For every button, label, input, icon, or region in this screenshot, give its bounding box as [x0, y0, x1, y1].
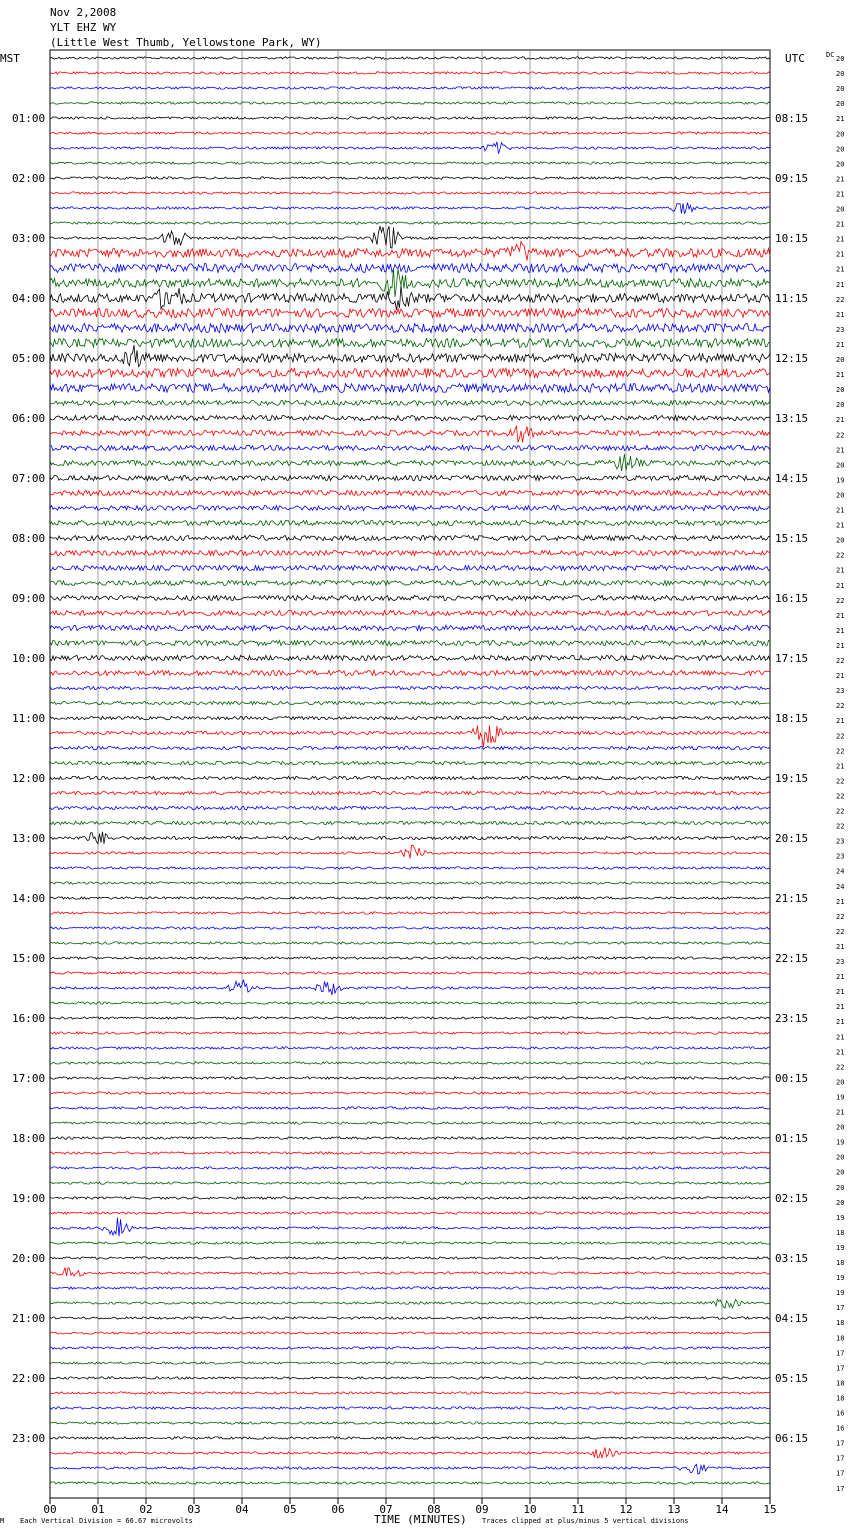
trace-48 — [50, 776, 770, 779]
dc-offset-label: 19 — [836, 1243, 845, 1252]
dc-offset-label: 20 — [836, 401, 845, 410]
trace-67 — [50, 1062, 770, 1064]
dc-offset-label: 18 — [836, 1379, 845, 1388]
dc-offset-label: 22 — [836, 927, 845, 936]
trace-64 — [50, 1017, 770, 1019]
dc-offset-label: 20 — [836, 1183, 845, 1192]
trace-38 — [50, 625, 770, 630]
trace-37 — [50, 610, 770, 615]
dc-offset-label: 20 — [836, 356, 845, 364]
trace-75 — [50, 1182, 770, 1184]
trace-8 — [50, 177, 770, 179]
dc-offset-label: 22 — [836, 822, 845, 831]
dc-offset-label: 18 — [836, 1259, 845, 1267]
trace-47 — [50, 761, 770, 764]
left-timezone-label: MST — [0, 52, 20, 65]
trace-23 — [50, 400, 770, 405]
trace-83 — [50, 1299, 770, 1308]
trace-11 — [50, 222, 770, 224]
trace-18 — [50, 324, 770, 333]
dc-offset-label: 21 — [836, 988, 845, 997]
trace-9 — [50, 192, 770, 194]
right-hour-label: 13:15 — [775, 412, 809, 425]
left-hour-label: 09:00 — [12, 592, 46, 605]
dc-offset-label: 20 — [836, 1123, 845, 1132]
dc-offset-label: 19 — [836, 1138, 845, 1147]
dc-offset-label: 21 — [836, 897, 845, 906]
left-hour-label: 12:00 — [12, 772, 46, 785]
trace-49 — [50, 791, 770, 794]
trace-74 — [50, 1167, 770, 1169]
dc-offset-label: 17 — [836, 1349, 845, 1358]
left-hour-label: 06:00 — [12, 412, 46, 425]
dc-offset-label: 20 — [836, 536, 845, 545]
trace-77 — [50, 1212, 770, 1214]
dc-offset-label: 16 — [836, 1424, 845, 1433]
dc-offset-label: 19 — [836, 1213, 845, 1222]
trace-71 — [50, 1122, 770, 1124]
dc-offset-label: 24 — [836, 882, 845, 891]
trace-82 — [50, 1287, 770, 1289]
right-hour-label: 05:15 — [775, 1372, 809, 1385]
trace-22 — [50, 384, 770, 393]
left-hour-label: 05:00 — [12, 352, 46, 365]
dc-offset-labels — [836, 55, 844, 1493]
trace-34 — [50, 565, 770, 570]
trace-50 — [50, 806, 770, 809]
dc-offset-label: 21 — [836, 250, 845, 259]
dc-offset-label: 23 — [836, 837, 845, 846]
dc-offset-label: 20 — [836, 491, 845, 500]
dc-offset-label: 21 — [836, 340, 845, 349]
trace-44 — [50, 716, 770, 719]
dc-offset-label: 21 — [836, 521, 845, 530]
dc-offset-label: 21 — [836, 641, 845, 650]
trace-17 — [50, 309, 770, 318]
dc-offset-label: 22 — [836, 777, 845, 786]
trace-81 — [50, 1268, 770, 1277]
left-hour-label: 01:00 — [12, 112, 46, 125]
right-hour-label: 19:15 — [775, 772, 809, 785]
dc-offset-label: 21 — [836, 611, 845, 620]
left-hour-label: 08:00 — [12, 532, 46, 545]
left-hour-label: 10:00 — [12, 652, 46, 665]
dc-offset-label: 21 — [836, 115, 845, 124]
trace-7 — [50, 162, 770, 164]
dc-offset-label: 17 — [836, 1364, 845, 1373]
trace-33 — [50, 550, 770, 555]
dc-offset-label: 20 — [836, 85, 845, 94]
dc-offset-label: 20 — [836, 100, 845, 109]
dc-offset-label: 19 — [836, 476, 845, 485]
trace-46 — [50, 746, 770, 749]
right-hour-label: 02:15 — [775, 1192, 809, 1205]
trace-20 — [50, 345, 770, 367]
dc-offset-label: 17 — [836, 1484, 845, 1493]
left-hour-label: 22:00 — [12, 1372, 46, 1385]
dc-offset-label: 22 — [836, 807, 845, 816]
dc-offset-label: 20 — [836, 1168, 845, 1177]
trace-15 — [50, 269, 770, 297]
dc-offset-label: 24 — [836, 867, 845, 876]
dc-offset-label: 21 — [836, 1048, 845, 1057]
dc-offset-label: 20 — [836, 205, 845, 214]
left-hour-label: 02:00 — [12, 172, 46, 185]
header-location: (Little West Thumb, Yellowstone Park, WY) — [50, 36, 322, 49]
dc-offset-label: 21 — [836, 416, 845, 425]
dc-offset-label: 20 — [836, 55, 845, 63]
right-timezone-label: UTC — [785, 52, 805, 65]
trace-57 — [50, 912, 770, 914]
x-tick-label-00: 00 — [43, 1503, 57, 1516]
x-tick-label-03: 03 — [187, 1503, 201, 1516]
left-hour-label: 18:00 — [12, 1132, 46, 1145]
dc-offset-label: 21 — [836, 1033, 845, 1042]
left-hour-label: 20:00 — [12, 1252, 46, 1265]
left-hour-labels — [12, 112, 45, 1445]
right-hour-label: 18:15 — [775, 712, 809, 725]
dc-offset-label: 21 — [836, 1018, 845, 1027]
trace-59 — [50, 942, 770, 944]
dc-offset-label: 20 — [836, 386, 845, 395]
dc-offset-label: 17 — [836, 1439, 845, 1448]
x-tick-label-11: 11 — [571, 1503, 585, 1516]
trace-62 — [50, 980, 770, 995]
dc-offset-label: 22 — [836, 1063, 845, 1072]
right-hour-label: 06:15 — [775, 1432, 809, 1445]
dc-offset-label: 21 — [836, 220, 845, 229]
trace-13 — [50, 242, 770, 261]
trace-31 — [50, 520, 770, 525]
trace-61 — [50, 972, 770, 974]
right-hour-label: 04:15 — [775, 1312, 809, 1325]
trace-70 — [50, 1107, 770, 1109]
right-hour-label: 08:15 — [775, 112, 809, 125]
dc-offset-label: 21 — [836, 942, 845, 951]
trace-27 — [50, 454, 770, 471]
right-hour-label: 15:15 — [775, 532, 809, 545]
x-tick-label-10: 10 — [523, 1503, 537, 1516]
dc-offset-label: 21 — [836, 280, 845, 289]
trace-69 — [50, 1092, 770, 1094]
dc-offset-label: 17 — [836, 1469, 845, 1478]
trace-36 — [50, 595, 770, 600]
x-tick-label-06: 06 — [331, 1503, 345, 1516]
dc-offset-label: 21 — [836, 175, 845, 184]
dc-offset-label: 21 — [836, 1003, 845, 1012]
left-hour-label: 07:00 — [12, 472, 46, 485]
dc-offset-label: 22 — [836, 747, 845, 756]
left-hour-label: 16:00 — [12, 1012, 46, 1025]
dc-offset-label: 22 — [836, 702, 845, 711]
trace-6 — [50, 142, 770, 154]
right-hour-label: 17:15 — [775, 652, 809, 665]
left-hour-label: 14:00 — [12, 892, 46, 905]
dc-offset-label: 17 — [836, 1304, 845, 1313]
trace-14 — [50, 264, 770, 273]
trace-56 — [50, 897, 770, 899]
x-tick-label-13: 13 — [667, 1503, 681, 1516]
right-hour-label: 00:15 — [775, 1072, 809, 1085]
left-hour-label: 04:00 — [12, 292, 46, 305]
x-tick-label-04: 04 — [235, 1503, 249, 1516]
right-hour-label: 03:15 — [775, 1252, 809, 1265]
plot-frame — [50, 50, 770, 1498]
dc-offset-label: 21 — [836, 190, 845, 199]
trace-93 — [50, 1448, 770, 1458]
dc-offset-label: 21 — [836, 566, 845, 575]
x-tick-label-05: 05 — [283, 1503, 297, 1516]
dc-offset-label: 22 — [836, 732, 845, 741]
trace-25 — [50, 426, 770, 442]
minute-gridlines — [98, 50, 722, 1498]
left-hour-label: 11:00 — [12, 712, 46, 725]
left-hour-label: 17:00 — [12, 1072, 46, 1085]
trace-51 — [50, 821, 770, 824]
left-hour-label: 15:00 — [12, 952, 46, 965]
dc-offset-label: 19 — [836, 1289, 845, 1298]
trace-60 — [50, 957, 770, 959]
trace-72 — [50, 1137, 770, 1139]
dc-offset-label: 23 — [836, 687, 845, 696]
trace-3 — [50, 102, 770, 104]
dc-offset-label: 17 — [836, 1454, 845, 1463]
trace-92 — [50, 1437, 770, 1439]
trace-68 — [50, 1077, 770, 1079]
x-tick-label-09: 09 — [475, 1503, 489, 1516]
dc-offset-label: 21 — [836, 265, 845, 274]
dc-offset-label: 20 — [836, 1078, 845, 1087]
trace-94 — [50, 1464, 770, 1474]
dc-offset-label: 20 — [836, 145, 845, 154]
trace-39 — [50, 640, 770, 645]
trace-88 — [50, 1377, 770, 1379]
dc-offset-label: 23 — [836, 958, 845, 966]
trace-19 — [50, 339, 770, 348]
trace-21 — [50, 369, 770, 378]
left-hour-label: 03:00 — [12, 232, 46, 245]
trace-53 — [50, 845, 770, 858]
dc-offset-label: 22 — [836, 551, 845, 560]
x-tick-label-08: 08 — [427, 1503, 441, 1516]
dc-offset-label: 21 — [836, 235, 845, 244]
dc-offset-label: 22 — [836, 792, 845, 801]
dc-offset-label: 21 — [836, 1108, 845, 1117]
x-tick-label-14: 14 — [715, 1503, 729, 1516]
dc-offset-label: 20 — [836, 70, 845, 79]
x-tick-label-15: 15 — [763, 1503, 777, 1516]
clip-text: Traces clipped at plus/minus 5 vertical divisions — [482, 1517, 689, 1525]
trace-45 — [50, 726, 770, 747]
dc-offset-label: 21 — [836, 717, 845, 726]
trace-43 — [50, 701, 770, 704]
trace-54 — [50, 867, 770, 869]
scale-text: Each Vertical Division = 66.67 microvolts — [20, 1517, 193, 1525]
left-hour-label: 19:00 — [12, 1192, 46, 1205]
trace-95 — [50, 1482, 770, 1484]
trace-80 — [50, 1257, 770, 1259]
trace-41 — [50, 670, 770, 675]
trace-79 — [50, 1242, 770, 1244]
trace-76 — [50, 1197, 770, 1199]
trace-52 — [50, 832, 770, 844]
x-axis-title: TIME (MINUTES) — [374, 1513, 467, 1526]
dc-offset-label: 21 — [836, 371, 845, 380]
dc-offset-label: 21 — [836, 581, 845, 590]
dc-offset-label: 18 — [836, 1319, 845, 1328]
trace-89 — [50, 1392, 770, 1394]
dc-offset-label: 20 — [836, 160, 845, 169]
dc-offset-label: 16 — [836, 1409, 845, 1418]
x-tick-label-02: 02 — [139, 1503, 153, 1516]
dc-offset-label: 20 — [836, 130, 845, 139]
x-tick-label-07: 07 — [379, 1503, 393, 1516]
trace-58 — [50, 927, 770, 929]
trace-40 — [50, 655, 770, 660]
dc-offset-label: 20 — [836, 461, 845, 470]
dc-offset-label: 22 — [836, 431, 845, 440]
trace-91 — [50, 1422, 770, 1424]
left-hour-label: 23:00 — [12, 1432, 46, 1445]
seismic-traces — [50, 57, 770, 1484]
dc-offset-label: 21 — [836, 672, 845, 681]
trace-16 — [50, 285, 770, 310]
trace-1 — [50, 72, 770, 74]
x-tick-label-01: 01 — [91, 1503, 105, 1516]
trace-0 — [50, 57, 770, 59]
trace-42 — [50, 686, 770, 689]
right-hour-label: 21:15 — [775, 892, 809, 905]
right-hour-label: 11:15 — [775, 292, 809, 305]
left-hour-label: 21:00 — [12, 1312, 46, 1325]
dc-offset-label: 19 — [836, 1093, 845, 1102]
right-hour-label: 09:15 — [775, 172, 809, 185]
trace-66 — [50, 1047, 770, 1049]
dc-offset-label: 18 — [836, 1334, 845, 1343]
dc-offset-label: 18 — [836, 1228, 845, 1237]
dc-offset-label: 21 — [836, 310, 845, 319]
trace-5 — [50, 132, 770, 134]
corner-mark: M — [0, 1517, 5, 1525]
trace-78 — [50, 1218, 770, 1237]
trace-24 — [50, 415, 770, 420]
trace-63 — [50, 1002, 770, 1004]
trace-30 — [50, 506, 770, 511]
right-hour-label: 14:15 — [775, 472, 809, 485]
trace-4 — [50, 117, 770, 119]
right-hour-label: 01:15 — [775, 1132, 809, 1145]
x-tick-label-12: 12 — [619, 1503, 633, 1516]
dc-offset-label: 21 — [836, 446, 845, 455]
trace-86 — [50, 1347, 770, 1349]
trace-84 — [50, 1317, 770, 1319]
trace-26 — [50, 445, 770, 450]
right-hour-label: 22:15 — [775, 952, 809, 965]
trace-32 — [50, 535, 770, 540]
dc-offset-label: 20 — [836, 1153, 845, 1162]
trace-55 — [50, 882, 770, 884]
dc-offset-label: 21 — [836, 506, 845, 515]
dc-offset-label: 20 — [836, 1198, 845, 1207]
right-hour-label: 23:15 — [775, 1012, 809, 1025]
dc-offset-label: 23 — [836, 852, 845, 861]
dc-offset-label: 22 — [836, 295, 845, 304]
dc-offset-label: 21 — [836, 973, 845, 982]
dc-offset-label: 19 — [836, 1274, 845, 1283]
left-hour-label: 13:00 — [12, 832, 46, 845]
trace-12 — [50, 226, 770, 248]
dc-offset-label: 22 — [836, 657, 845, 665]
trace-29 — [50, 490, 770, 495]
dc-offset-label: 23 — [836, 325, 845, 334]
trace-90 — [50, 1407, 770, 1409]
trace-65 — [50, 1032, 770, 1034]
dc-offset-label: 21 — [836, 626, 845, 635]
trace-2 — [50, 87, 770, 89]
dc-offset-label: 21 — [836, 762, 845, 771]
right-hour-label: 16:15 — [775, 592, 809, 605]
trace-28 — [50, 475, 770, 480]
trace-10 — [50, 203, 770, 214]
trace-35 — [50, 580, 770, 585]
dc-offset-label: 22 — [836, 912, 845, 921]
dc-offset-label: 22 — [836, 596, 845, 605]
header-date: Nov 2,2008 — [50, 6, 117, 19]
trace-85 — [50, 1332, 770, 1334]
right-hour-label: 10:15 — [775, 232, 809, 245]
right-hour-label: 20:15 — [775, 832, 809, 845]
trace-87 — [50, 1362, 770, 1364]
right-hour-label: 12:15 — [775, 352, 809, 365]
right-hour-labels — [775, 112, 808, 1445]
trace-73 — [50, 1152, 770, 1154]
dc-offset-label: 18 — [836, 1394, 845, 1403]
dc-header-label: DC — [826, 51, 835, 59]
header-station: YLT EHZ WY — [50, 21, 117, 34]
